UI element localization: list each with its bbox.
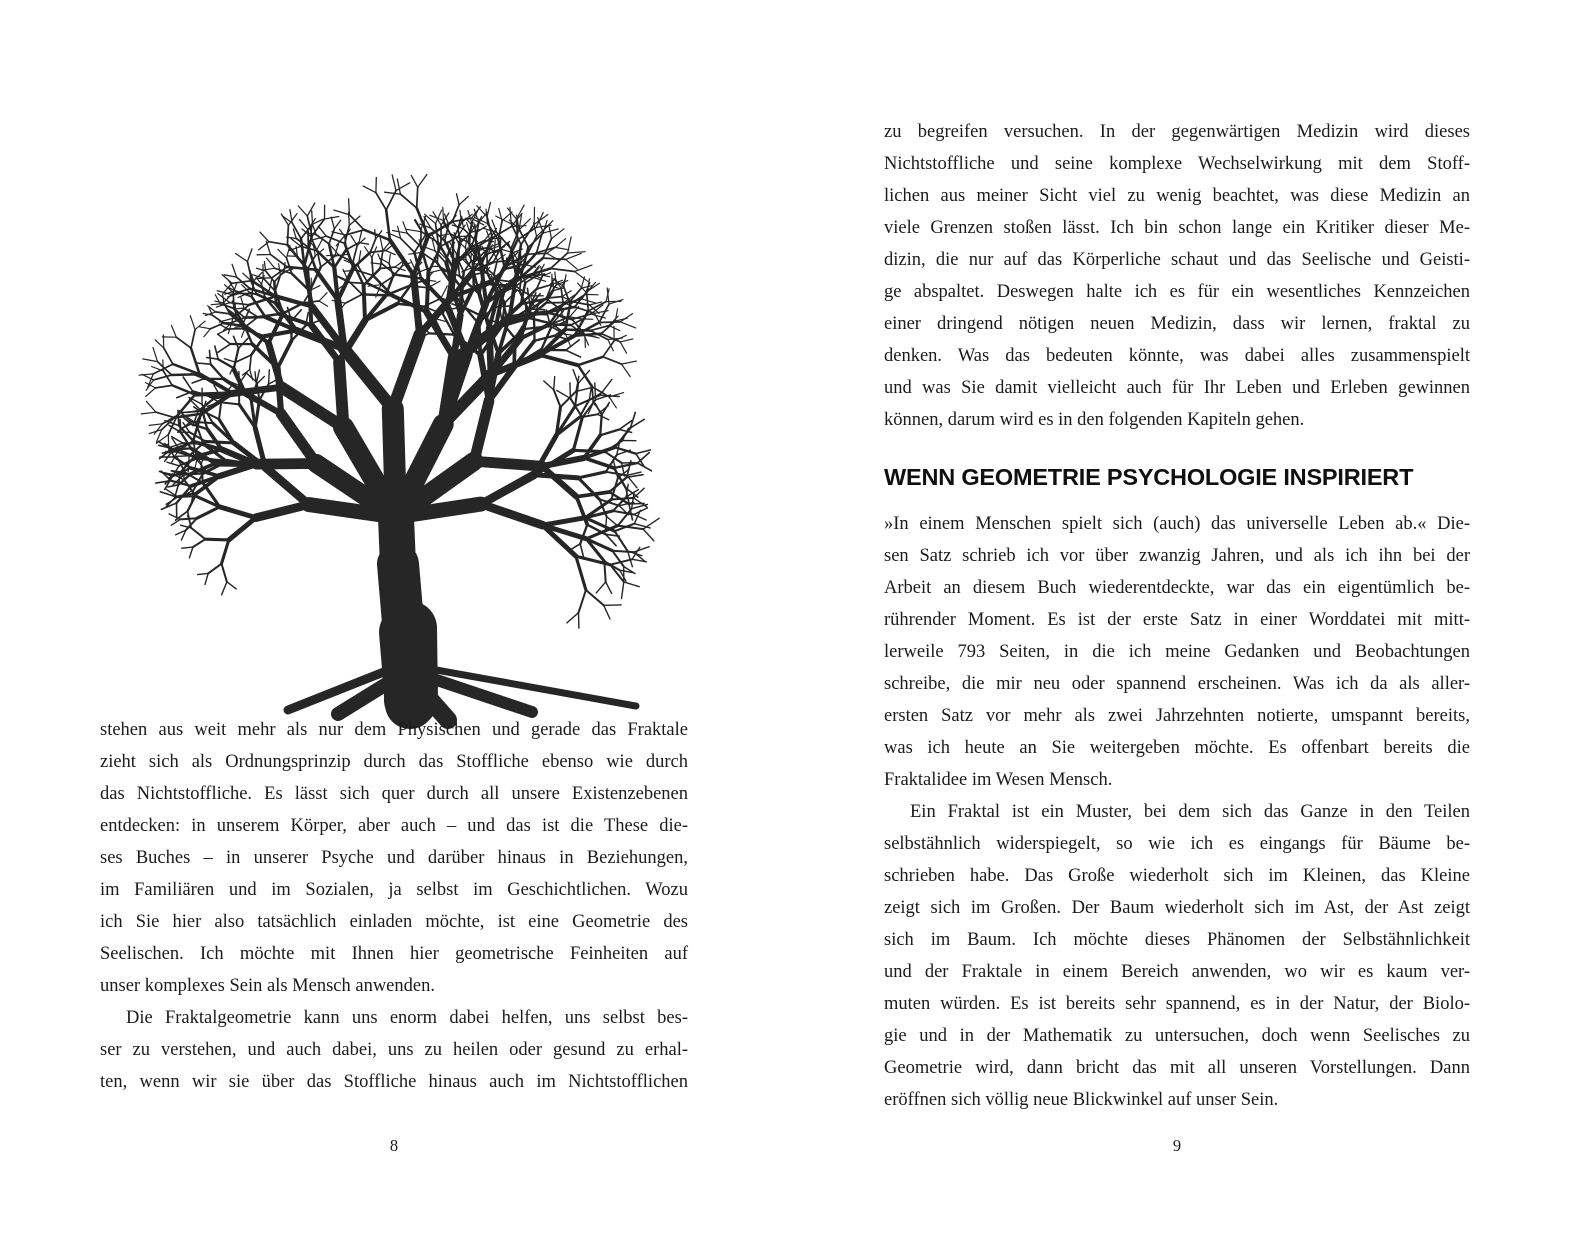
- text-line: stehen aus weit mehr als nur dem Physischen und gerade das Fraktale: [100, 720, 688, 740]
- right-page-text-top: [884, 116, 1470, 436]
- text-line: rührender Moment. Es ist der erste Satz in einer Worddatei mit mitt-: [884, 610, 1470, 630]
- text-line: Fraktalidee im Wesen Mensch.: [884, 770, 1113, 790]
- text-line: selbstähnlich widerspiegelt, so wie ich es eingangs für Bäume be-: [884, 834, 1470, 854]
- text-line: einer dringend nötigen neuen Medizin, dass wir lernen, fraktal zu: [884, 314, 1470, 334]
- text-line: ten, wenn wir sie über das Stoffliche hinaus auch im Nichtstofflichen: [100, 1072, 688, 1092]
- text-line: »In einem Menschen spielt sich (auch) das universelle Leben ab.« Die-: [884, 514, 1470, 534]
- text-line: unser komplexes Sein als Mensch anwenden.: [100, 976, 435, 996]
- text-line: was ich heute an Sie weitergeben möchte. Es offenbart bereits die: [884, 738, 1470, 758]
- text-line: Nichtstoffliche und seine komplexe Wechselwirkung mit dem Stoff-: [884, 154, 1470, 174]
- paragraph: [100, 714, 688, 1002]
- text-line: Arbeit an diesem Buch wiederentdeckte, war das ein eigentümlich be-: [884, 578, 1470, 598]
- paragraph: [884, 796, 1470, 1116]
- text-line: und was Sie damit vielleicht auch für Ihr Leben und Erleben gewinnen: [884, 378, 1470, 398]
- text-line: zieht sich als Ordnungsprinzip durch das Stoffliche ebenso wie durch: [100, 752, 688, 772]
- text-line: und der Fraktale in einem Bereich anwenden, wo wir es kaum ver-: [884, 962, 1470, 982]
- text-line: gie und in der Mathematik zu untersuchen, doch wenn Seelisches zu: [884, 1026, 1470, 1046]
- text-line: lichen aus meiner Sicht viel zu wenig beachtet, was diese Medizin an: [884, 186, 1470, 206]
- right-page-text-bottom: [884, 508, 1470, 1116]
- text-line: lerweile 793 Seiten, in die ich meine Gedanken und Beobachtungen: [884, 642, 1470, 662]
- text-line: schreibe, die mir neu oder spannend erscheinen. Was ich da als aller-: [884, 674, 1470, 694]
- right-page-number: 9: [1172, 1136, 1182, 1155]
- text-line: zeigt sich im Großen. Der Baum wiederholt sich im Ast, der Ast zeigt: [884, 898, 1470, 918]
- text-line: viele Grenzen stoßen lässt. Ich bin schon lange ein Kritiker dieser Me-: [884, 218, 1470, 238]
- text-line: Seelischen. Ich möchte mit Ihnen hier geometrische Feinheiten auf: [100, 944, 688, 964]
- text-line: schrieben habe. Das Große wiederholt sich im Kleinen, das Kleine: [884, 866, 1470, 886]
- text-line: sen Satz schrieb ich vor über zwanzig Jahren, und als ich ihn bei der: [884, 546, 1470, 566]
- text-line: im Familiären und im Sozialen, ja selbst im Geschichtlichen. Wozu: [100, 880, 688, 900]
- section-heading: WENN GEOMETRIE PSYCHOLOGIE INSPIRIERT: [884, 464, 1414, 490]
- text-line: entdecken: in unserem Körper, aber auch – und das ist die These die-: [100, 816, 688, 836]
- text-line: zu begreifen versuchen. In der gegenwärtigen Medizin wird dieses: [884, 122, 1470, 142]
- text-line: ge abspaltet. Deswegen halte ich es für ein wesentliches Kennzeichen: [884, 282, 1470, 302]
- text-line: das Nichtstoffliche. Es lässt sich quer durch all unsere Existenzebenen: [100, 784, 688, 804]
- text-line: ich Sie hier also tatsächlich einladen möchte, ist eine Geometrie des: [100, 912, 688, 932]
- tree-silhouette-svg: [80, 72, 720, 732]
- text-line: Geometrie wird, dann bricht das mit all unseren Vorstellungen. Dann: [884, 1058, 1470, 1078]
- text-line: sich im Baum. Ich möchte dieses Phänomen der Selbstähnlichkeit: [884, 930, 1470, 950]
- text-line: können, darum wird es in den folgenden Kapiteln gehen.: [884, 410, 1305, 430]
- text-line: ersten Satz vor mehr als zwei Jahrzehnten notierte, umspannt bereits,: [884, 706, 1470, 726]
- text-line: Die Fraktalgeometrie kann uns enorm dabei helfen, uns selbst bes-: [126, 1008, 688, 1028]
- tree-illustration: [80, 72, 720, 732]
- text-line: ser zu verstehen, und auch dabei, uns zu heilen oder gesund zu erhal-: [100, 1040, 688, 1060]
- text-line: Ein Fraktal ist ein Muster, bei dem sich das Ganze in den Teilen: [910, 802, 1470, 822]
- left-page-text: [100, 714, 688, 1098]
- paragraph: [884, 508, 1470, 796]
- paragraph: [100, 1002, 688, 1098]
- paragraph: [884, 116, 1470, 436]
- text-line: denken. Was das bedeuten könnte, was dabei alles zusammenspielt: [884, 346, 1470, 366]
- text-line: eröffnen sich völlig neue Blickwinkel auf unser Sein.: [884, 1090, 1279, 1110]
- text-line: muten würden. Es ist bereits sehr spannend, es in der Natur, der Biolo-: [884, 994, 1470, 1014]
- text-line: ses Buches – in unserer Psyche und darüber hinaus in Beziehungen,: [100, 848, 688, 868]
- left-page-number: 8: [389, 1136, 399, 1155]
- text-line: dizin, die nur auf das Körperliche schaut und das Seelische und Geisti-: [884, 250, 1470, 270]
